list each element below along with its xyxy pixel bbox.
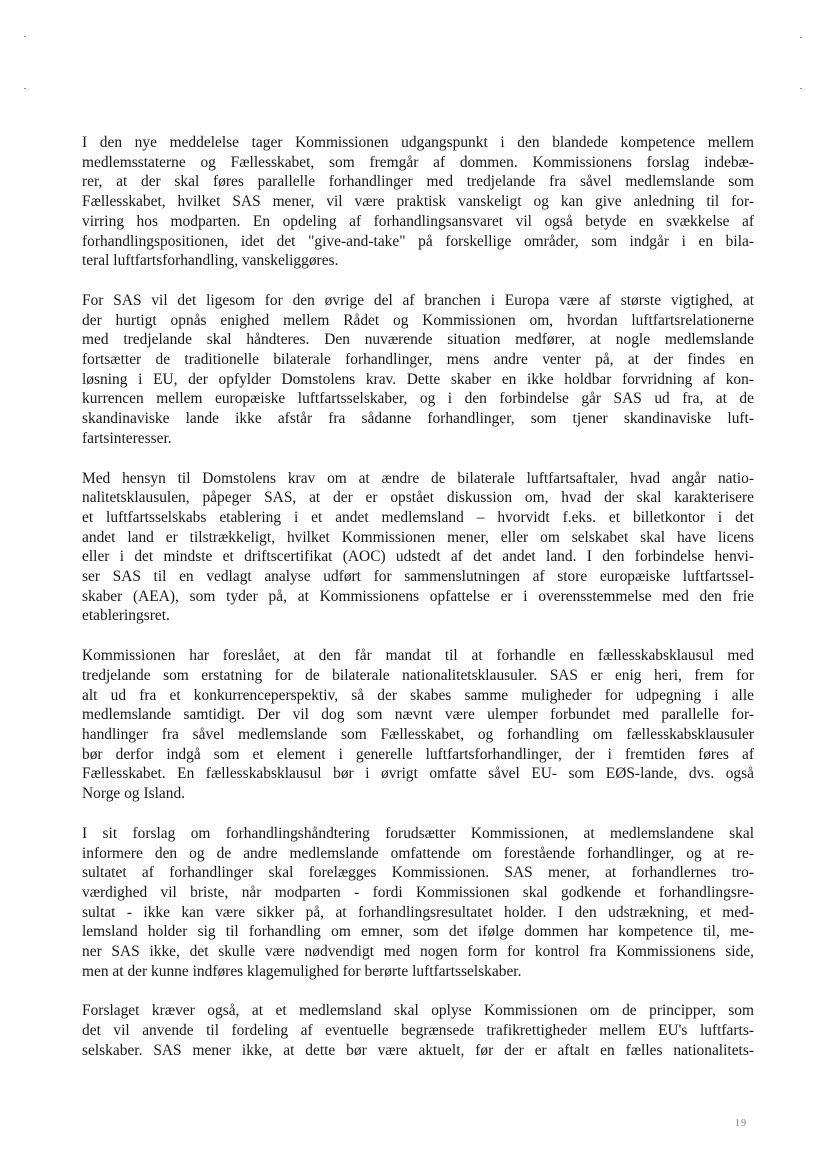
text-line: I den nye meddelelse tager Kommissionen udgangspunkt i den blandede kompetence mellem [82, 134, 754, 151]
document-body [82, 133, 754, 1081]
text-line: selskaber. SAS mener ikke, at dette bør være aktuelt, før der er aftalt en fælles nationalitets- [82, 1041, 754, 1059]
text-line: kurrencen mellem europæiske luftfartsselskaber, og i den forbindelse går SAS ud fra, at de [82, 390, 754, 408]
text-line: fortsætter de traditionelle bilaterale forhandlinger, mens andre venter på, at der findes en [82, 351, 754, 369]
text-line: rer, at der skal føres parallelle forhandlinger med tredjelande fra såvel medlemslande som [82, 173, 754, 191]
text-line: Fællesskabet. En fællesskabsklausul bør i øvrigt omfatte såvel EU- som EØS-lande, dvs. også [82, 765, 754, 783]
text-line: med tredjelande skal håndteres. Den nuværende situation medfører, at nogle medlemslande [82, 331, 754, 349]
text-line: sultat - ikke kan være sikker på, at forhandlingsresultatet holder. I den udstrækning, et med- [82, 903, 754, 921]
text-line: ser SAS til en vedlagt analyse udført for sammenslutningen af store europæiske luftfartssel- [82, 568, 754, 586]
scan-mark [800, 37, 802, 38]
scan-mark [24, 36, 26, 37]
text-line: etableringsret. [82, 607, 170, 625]
text-line: men at der kunne indføres klagemulighed for berørte luftfartsselskaber. [82, 962, 522, 980]
text-line: forhandlingspositionen, idet det "give-and-take" på forskellige områder, som indgår i en bila- [82, 232, 754, 250]
text-line: løsning i EU, der opfylder Domstolens krav. Dette skaber en ikke holdbar forvridning af kon- [82, 370, 754, 388]
text-line: lemsland holder sig til forhandling om emner, som det ifølge dommen har kompetence til, me- [82, 923, 754, 941]
text-line: medlemsstaterne og Fællesskabet, som fremgår af dommen. Kommissionens forslag indebæ- [82, 153, 754, 171]
text-line: tredjelande som erstatning for de bilaterale nationalitetsklausuler. SAS er enig heri, frem for [82, 666, 754, 684]
text-line: Kommissionen har foreslået, at den får mandat til at forhandle en fællesskabsklausul med [82, 647, 754, 665]
text-line: Fællesskabet, hvilket SAS mener, vil være praktisk vanskeligt og kan give anledning til for- [82, 193, 754, 211]
text-line: Med hensyn til Domstolens krav om at ændre de bilaterale luftfartsaftaler, hvad angår natio- [82, 469, 754, 487]
text-line: skaber (AEA), som tyder på, at Kommissionens opfattelse er i overensstemmelse med den frie [82, 587, 754, 605]
text-line: et luftfartsselskabs etablering i et andet medlemsland – hvorvidt f.eks. et billetkontor i det [82, 508, 754, 526]
text-line: ner SAS ikke, det skulle være nødvendigt med nogen form for kontrol fra Kommissionens side, [82, 943, 754, 961]
scan-mark [24, 88, 26, 89]
text-line: handlinger fra såvel medlemslande som Fællesskabet, og forhandling om fællesskabsklausuler [82, 725, 754, 743]
paragraph [82, 291, 754, 449]
text-line: informere den og de andre medlemslande omfattende om forestående forhandlinger, og at re- [82, 844, 754, 862]
text-line: andet land er tilstrækkeligt, hvilket Kommissionen mener, eller om selskabet skal have licens [82, 528, 754, 546]
text-line: skandinaviske lande ikke afstår fra sådanne forhandlinger, som tjener skandinaviske luft- [82, 410, 754, 428]
paragraph [82, 133, 754, 271]
text-line: For SAS vil det ligesom for den øvrige del af branchen i Europa være af største vigtighed, at [82, 291, 754, 309]
text-line: Norge og Island. [82, 785, 186, 803]
text-line: Forslaget kræver også, at et medlemsland skal oplyse Kommissionen om de principper, som [82, 1002, 754, 1020]
text-line: det vil anvende til fordeling af eventuelle begrænsede trafikrettigheder mellem EU's luftfarts- [82, 1022, 754, 1040]
text-line: teral luftfartsforhandling, vanskeliggøres. [82, 252, 339, 270]
text-line: der hurtigt opnås enighed mellem Rådet og Kommissionen om, hvordan luftfartsrelationerne [82, 311, 754, 329]
text-line: nalitetsklausulen, påpeger SAS, at der er opstået diskussion om, hvad der skal karakterisere [82, 489, 754, 507]
text-line: eller i det mindste et driftscertifikat (AOC) udstedt af det andet land. I den forbindelse henvi- [82, 548, 754, 566]
scan-mark [800, 88, 802, 89]
text-line: virring hos modparten. En opdeling af forhandlingsansvaret vil også betyde en svækkelse af [82, 212, 754, 230]
text-line: bør derfor indgå som et element i generelle luftfartsforhandlinger, der i fremtiden føres af [82, 745, 754, 763]
text-line: medlemslande samtidigt. Der vil dog som nævnt være ulemper forbundet med parallelle for- [82, 706, 754, 724]
text-line: værdighed vil briste, når modparten - fordi Kommissionen skal godkende et forhandlingsre- [82, 883, 754, 901]
page-number: 19 [735, 1118, 747, 1129]
paragraph [82, 1001, 754, 1060]
paragraph [82, 646, 754, 804]
text-line: alt ud fra et konkurrenceperspektiv, så der skabes samme muligheder for udpegning i alle [82, 686, 754, 704]
paragraph [82, 824, 754, 982]
text-line: fartsinteresser. [82, 429, 172, 447]
paragraph [82, 469, 754, 627]
text-line: sultatet af forhandlinger skal forelægges Kommissionen. SAS mener, at forhandlernes tro- [82, 864, 754, 882]
text-line: I sit forslag om forhandlingshåndtering forudsætter Kommissionen, at medlemslandene skal [82, 824, 754, 842]
